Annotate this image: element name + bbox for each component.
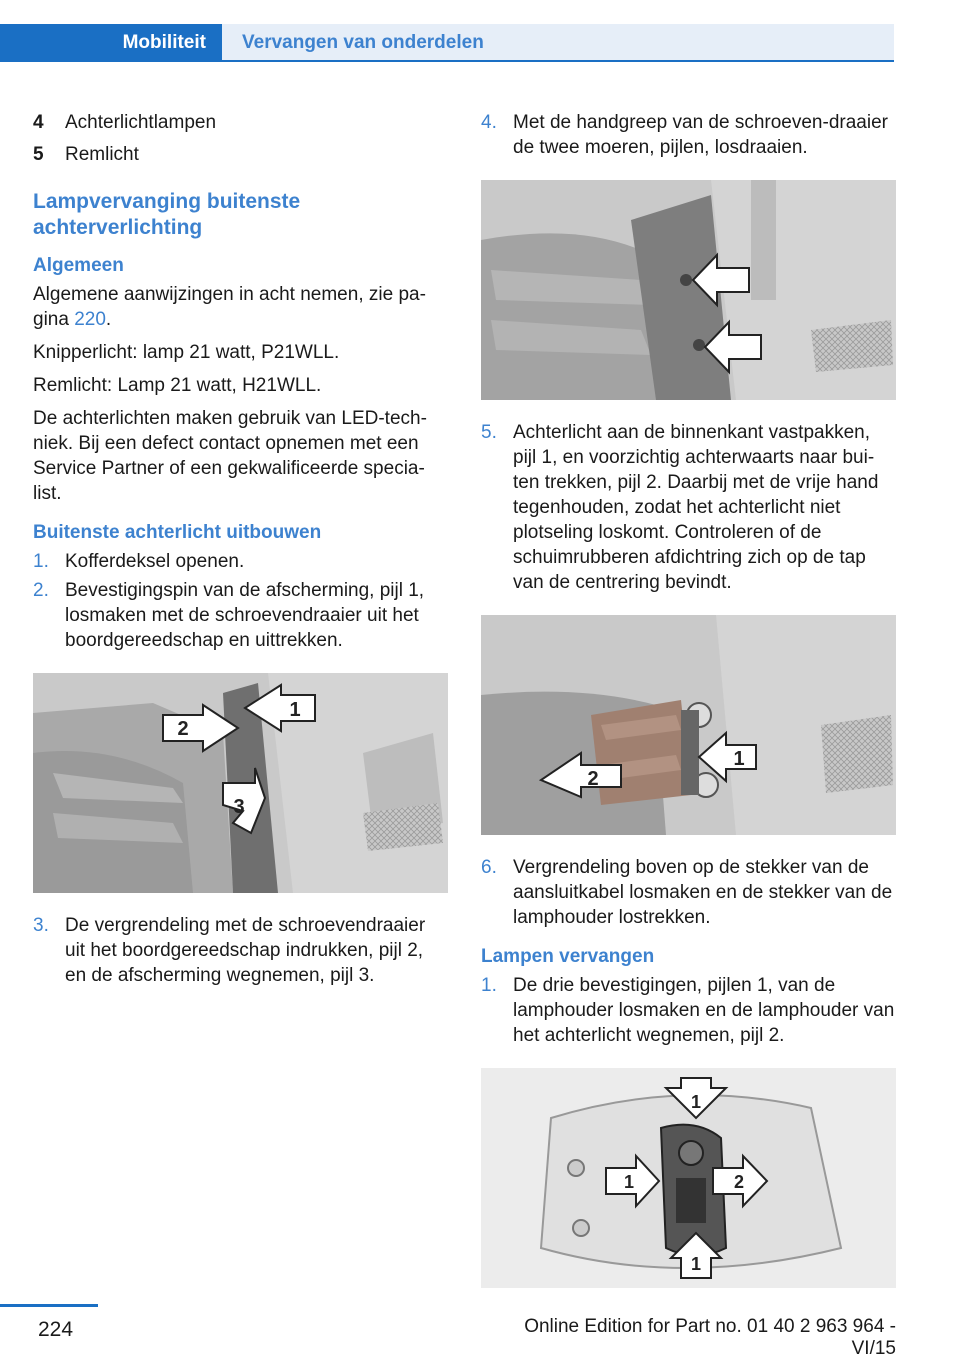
step-number: 6. bbox=[481, 857, 497, 878]
step-number: 1. bbox=[481, 975, 497, 996]
step-item bbox=[33, 578, 448, 653]
figure-taillight-pull bbox=[481, 615, 896, 835]
section-tab[interactable]: Mobiliteit bbox=[0, 24, 222, 62]
cover-removal-illustration bbox=[33, 673, 448, 893]
replace-heading: Lampen vervangen bbox=[481, 946, 655, 967]
step-text: De vergrendeling met de schroevendraaier uit het boordgereedschap indrukken, pijl 2, en de afscherming wegnemen, pijl 3. bbox=[65, 915, 426, 986]
step-text: Bevestigingspin van de afscherming, pijl 1, losmaken met de schroevendraaier uit het boordgereedschap en uittrekken. bbox=[65, 580, 425, 651]
legend-item bbox=[33, 110, 448, 135]
legend-item bbox=[33, 142, 448, 167]
step-number: 5. bbox=[481, 422, 497, 443]
figure-label: 1 bbox=[690, 1092, 702, 1112]
general-heading: Algemeen bbox=[33, 255, 124, 276]
removal-heading: Buitenste achterlicht uitbouwen bbox=[33, 522, 322, 543]
header-rule bbox=[0, 60, 894, 62]
step-item bbox=[481, 973, 896, 1048]
legend-label: Remlicht bbox=[65, 144, 139, 165]
section-title: Lampvervanging buitenste achterverlichting bbox=[33, 190, 301, 239]
general-paragraph-3: Remlicht: Lamp 21 watt, H21WLL. bbox=[33, 375, 322, 396]
edition-footer: Online Edition for Part no. 01 40 2 963 964 - VI/15 bbox=[524, 1316, 896, 1359]
general-paragraph-4: De achterlichten maken gebruik van LED-tech-niek. Bij een defect contact opnemen met een Service Partner of een gekwalificeerde specia-list. bbox=[33, 408, 427, 504]
step-text: Kofferdeksel openen. bbox=[65, 551, 245, 572]
step-number: 1. bbox=[33, 551, 49, 572]
step-number: 3. bbox=[33, 915, 49, 936]
general-paragraph-2: Knipperlicht: lamp 21 watt, P21WLL. bbox=[33, 342, 340, 363]
legend-label: Achterlichtlampen bbox=[65, 112, 217, 133]
general-paragraph-1 bbox=[33, 282, 448, 332]
right-column bbox=[481, 110, 896, 1308]
figure-label: 1 bbox=[289, 699, 301, 721]
step-text: Met de handgreep van de schroeven-draaier de twee moeren, pijlen, losdraaien. bbox=[513, 112, 888, 158]
legend-number: 5 bbox=[33, 144, 44, 165]
page-number: 224 bbox=[38, 1318, 74, 1341]
figure-label: 1 bbox=[690, 1254, 702, 1274]
left-column bbox=[33, 110, 448, 992]
taillight-pull-illustration bbox=[481, 615, 896, 835]
step-item bbox=[481, 110, 896, 160]
step-item bbox=[481, 855, 896, 930]
page-header bbox=[0, 0, 960, 62]
figure-label: 1 bbox=[733, 748, 745, 770]
general-text: Algemene aanwijzingen in acht nemen, zie pa-gina bbox=[33, 284, 426, 330]
nuts-illustration bbox=[481, 180, 896, 400]
chapter-tab[interactable]: Vervangen van onderdelen bbox=[222, 24, 894, 62]
legend-number: 4 bbox=[33, 112, 44, 133]
figure-label: 2 bbox=[587, 768, 599, 790]
figure-label: 2 bbox=[177, 718, 189, 740]
figure-label: 2 bbox=[733, 1172, 745, 1192]
general-text-end: . bbox=[105, 309, 112, 330]
step-text: Achterlicht aan de binnenkant vastpakken, pijl 1, en voorzichtig achterwaarts naar bui-ten trekken, pijl 2. Daarbij met de vrije hand tegenhouden, zodat het achterlicht niet plotseling loskomt. Controleren of de schuimrubberen afdichtring zich op de tap van de centrering bevindt. bbox=[513, 422, 879, 593]
footer-rule bbox=[0, 1304, 98, 1307]
figure-label: 3 bbox=[233, 796, 245, 818]
step-item bbox=[33, 549, 448, 574]
step-number: 2. bbox=[33, 580, 49, 601]
lampholder-illustration bbox=[481, 1068, 896, 1288]
step-text: Vergrendeling boven op de stekker van de aansluitkabel losmaken en de stekker van de lamphouder lostrekken. bbox=[513, 857, 893, 928]
figure-label: 1 bbox=[623, 1172, 635, 1192]
step-text: De drie bevestigingen, pijlen 1, van de lamphouder losmaken en de lamphouder van het achterlicht wegnemen, pijl 2. bbox=[513, 975, 895, 1046]
step-item bbox=[33, 913, 448, 988]
step-item bbox=[481, 420, 896, 595]
figure-nuts bbox=[481, 180, 896, 400]
figure-cover-removal bbox=[33, 673, 448, 893]
step-number: 4. bbox=[481, 112, 497, 133]
page-link[interactable]: 220 bbox=[74, 309, 106, 330]
figure-lampholder bbox=[481, 1068, 896, 1288]
